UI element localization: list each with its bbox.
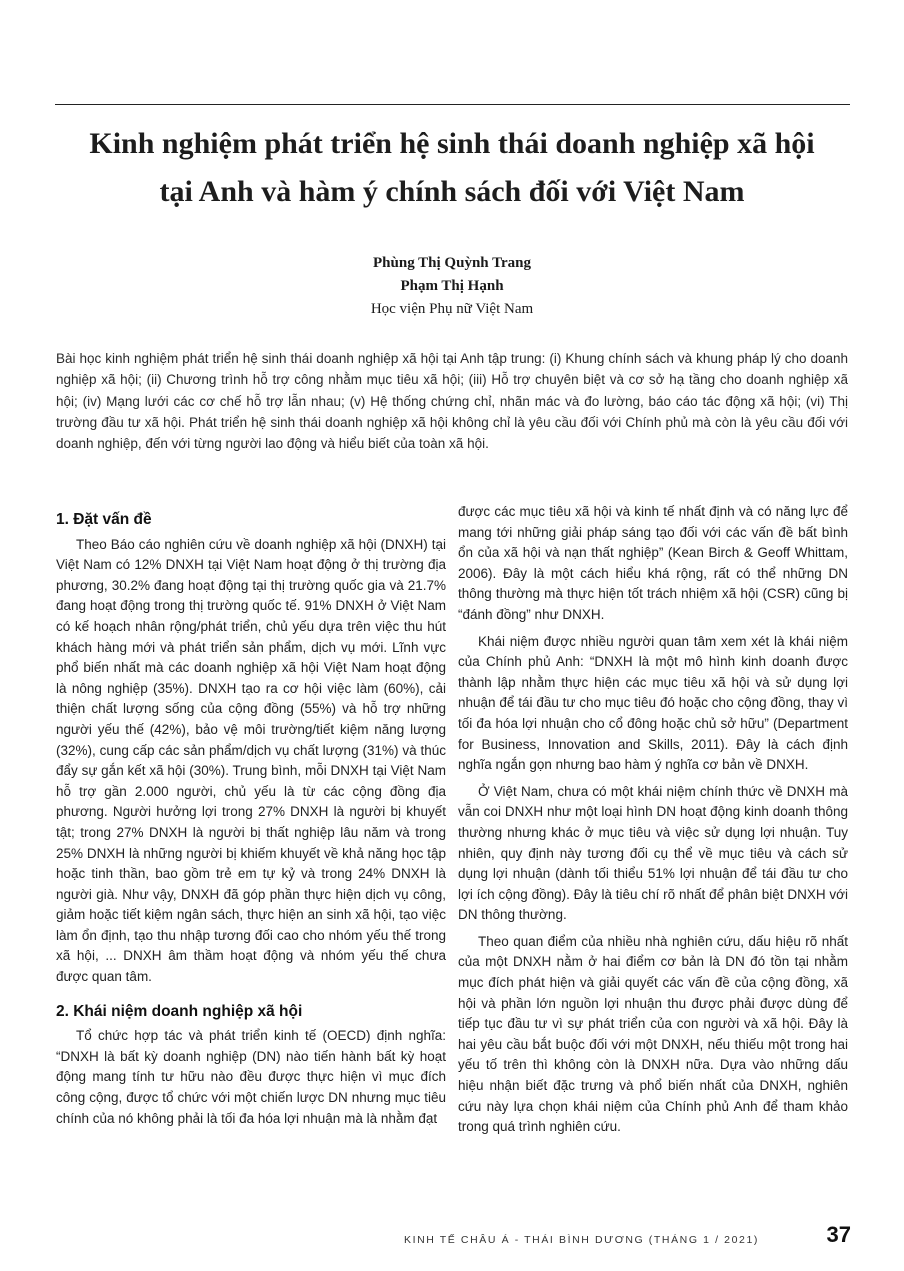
author-name-2: Phạm Thị Hạnh: [400, 278, 504, 294]
author-block: [0, 252, 904, 321]
title-line-1: Kinh nghiệm phát triển hệ sinh thái doanh nghiệp xã hội: [89, 127, 815, 160]
page-number: 37: [826, 1222, 851, 1247]
right-column: [458, 502, 848, 1144]
title-line-2: tại Anh và hàm ý chính sách đối với Việt Nam: [159, 175, 745, 208]
left-column: [56, 510, 446, 1135]
section-heading-1: 1. Đặt vấn đề: [56, 511, 152, 528]
top-rule: [55, 104, 850, 105]
right-paragraph-2: Khái niệm được nhiều người quan tâm xem xét là khái niệm của Chính phủ Anh: “DNXH là một mô hình kinh doanh được thành lập nhằm thực hiện các mục tiêu xã hội và sử dụng lợi nhuận để tái đầu tư cho mục tiêu đó hoặc cho cộng đồng, thay vì tối đa hóa lợi nhuận cho cổ đông hoặc chủ sở hữu” (Department for Business, Innovation and Skills, 2011). Đây là cách định nghĩa ngắn gọn nhưng bao hàm ý nghĩa cơ bản về DNXH.: [458, 633, 848, 773]
section-heading-2: 2. Khái niệm doanh nghiệp xã hội: [56, 1002, 303, 1020]
right-paragraph-4: Theo quan điểm của nhiều nhà nghiên cứu, dấu hiệu rõ nhất của một DNXH nằm ở hai điểm cơ bản là DN đó tồn tại nhằm mục đích phát hiện và giải quyết các vấn đề của cộng đồng, xã hội và phần lớn nguồn lợi nhuận thu được phải được dùng để tiếp tục đầu tư vì sự phát triển của con người và xã hội. Đây là hai yêu cầu bắt buộc đối với một DNXH, nếu thiếu một trong hai yếu tố trên thì không còn là DNXH nữa. Dựa vào những dấu hiệu nhận biết đặc trưng và phổ biến nhất của DNXH, nghiên cứu này lựa chọn khái niệm của Chính phủ Anh để tham khảo trong quá trình nghiên cứu.: [458, 933, 848, 1135]
journal-name: KINH TẾ CHÂU Á - THÁI BÌNH DƯƠNG (THÁNG 1 / 2021): [403, 1234, 759, 1246]
author-name-1: Phùng Thị Quỳnh Trang: [373, 255, 531, 271]
right-paragraph-1: được các mục tiêu xã hội và kinh tế nhất định và có năng lực để mang tới những giải pháp sáng tạo đối với các vấn đề bất bình ổn của xã hội và nạn thất nghiệp” (Kean Birch & Geoff Whittam, 2006). Đây là một cách hiểu khá rộng, rất có thể những DN thông thường mà thực hiện tốt trách nhiệm xã hội (CSR) cũng bị “đánh đồng” như DNXH.: [458, 504, 848, 622]
section-2-paragraph: Tổ chức hợp tác và phát triển kinh tế (OECD) định nghĩa: “DNXH là bất kỳ doanh nghiệp (DN) nào tiến hành bất kỳ hoạt động mang tính tư hữu nào đều được thực hiện vì mục đích công cộng, được tổ chức với một chiến lược DN nhưng mục tiêu chính của nó không phải là tối đa hóa lợi nhuận mà là nhằm đạt: [56, 1028, 446, 1126]
section-1-paragraph: Theo Báo cáo nghiên cứu về doanh nghiệp xã hội (DNXH) tại Việt Nam có 12% DNXH tại Việt Nam hoạt động ở thị trường địa phương, 30.2% đang hoạt động tại thị trường quốc gia và 21.7% đang hoạt động trong thị trường quốc tế. 91% DNXH ở Việt Nam có kế hoạch nhân rộng/phát triển, chủ yếu dựa trên việc thu hút khách hàng mới và phát triển sản phẩm, dịch vụ mới. Lĩnh vực phổ biến nhất mà các doanh nghiệp xã hội Việt Nam hoạt động là nông nghiệp (35%). DNXH tạo ra cơ hội việc làm (60%), cải thiện chất lượng sống của cộng đồng (55%) và hỗ trợ những người yếu thế (42%), bảo vệ môi trường/tiết kiệm năng lượng (32%), cung cấp các sản phẩm/dịch vụ chất lượng (31%) và thúc đẩy sự gắn kết xã hội (30%). Trung bình, mỗi DNXH tại Việt Nam hỗ trợ gần 2.000 người, chủ yếu là từ các cộng đồng địa phương. Người hưởng lợi trong 27% DNXH là người bị khuyết tật; trong 27% DNXH là người bị thất nghiệp lâu năm và trong 25% DNXH là những người bị khiếm khuyết về khả năng học tập hoặc tinh thần, bao gồm trẻ em tự kỷ và trong 24% DNXH là người già. Như vậy, DNXH đã góp phần thực hiện dịch vụ công, giảm hoặc tiết kiệm ngân sách, thực hiện an sinh xã hội, tạo việc làm ổn định, tạo thu nhập tương đối cao cho nhóm yếu thế trong xã hội, ... DNXH âm thầm hoạt động và nhóm yếu thế chưa được quan tâm.: [56, 536, 446, 985]
article-title: [40, 120, 864, 216]
author-affiliation: Học viện Phụ nữ Việt Nam: [370, 301, 534, 317]
right-paragraph-3: Ở Việt Nam, chưa có một khái niệm chính thức về DNXH mà vẫn coi DNXH như một loại hình DN hoạt động kinh doanh thông thường nhưng khác ở mục tiêu và việc sử dụng lợi nhuận. Tuy nhiên, quy định này tương đối cụ thể về mục tiêu và cách sử dụng lợi nhuận (dành tối thiểu 51% lợi nhuận để tái đầu tư cho lợi ích cộng đồng). Đây là tiêu chí rõ nhất để phân biệt DNXH với DN thông thường.: [458, 783, 848, 923]
abstract: Bài học kinh nghiệm phát triển hệ sinh thái doanh nghiệp xã hội tại Anh tập trung: (i) Khung chính sách và khung pháp lý cho doanh nghiệp xã hội; (ii) Chương trình hỗ trợ công nhằm mục tiêu xã hội; (iii) Hỗ trợ chuyên biệt và cơ sở hạ tầng cho doanh nghiệp xã hội; (iv) Mạng lưới các cơ chế hỗ trợ lẫn nhau; (v) Hệ thống chứng chỉ, nhãn mác và đo lường, báo cáo tác động xã hội; (vi) Thị trường đầu tư xã hội. Phát triển hệ sinh thái doanh nghiệp xã hội không chỉ là yêu cầu đối với Chính phủ mà còn là yêu cầu đối với doanh nghiệp, đến với từng người lao động và hiểu biết của toàn xã hội.: [56, 351, 848, 452]
page-footer: [56, 1222, 851, 1252]
